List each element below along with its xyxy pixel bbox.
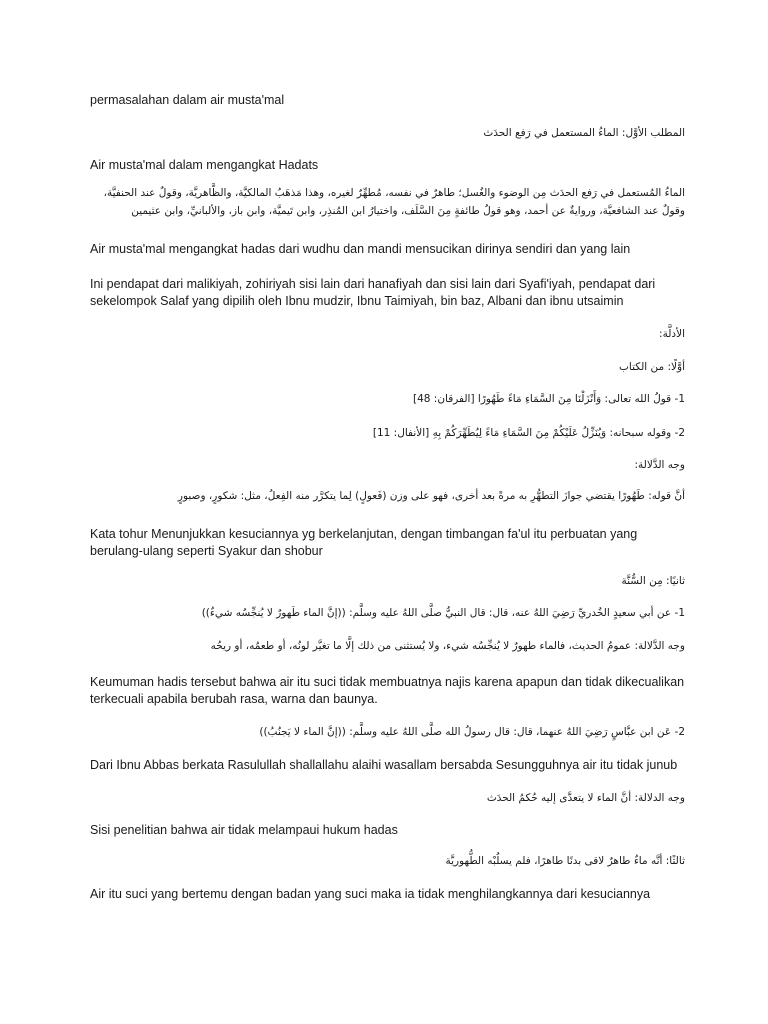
translation-paragraph: Ini pendapat dari malikiyah, zohiriyah sisi lain dari hanafiyah dan sisi lain dari Syafi'iyah, pendapat dari sekelompok Salaf yang dipilih oleh Ibnu mudzir, Ibnu Taimiyah, bin baz, Albani dan ibnu utsaimin — [90, 277, 656, 308]
document-title: permasalahan dalam air musta'mal — [90, 93, 285, 107]
translation-paragraph: Keumuman hadis tersebut bahwa air itu suci tidak membuatnya najis karena apapun dan tidak dikecualikan terkecuali apabila berubah rasa, warna dan baunya. — [90, 675, 685, 706]
translation-paragraph: Air musta'mal mengangkat hadas dari wudhu dan mandi mensucikan dirinya sendiri dan yang lain — [90, 242, 631, 256]
arabic-paragraph: ثالثًا: أنَّه ماءٌ طاهرٌ لاقى بدنًا طاهرًا، فلم يسلُبْه الطُّهوريَّة — [445, 855, 685, 867]
quran-verse-1: 1- قولُ الله تعالى: وَأَنْزَلْنَا مِنَ السَّمَاءِ مَاءً طَهُورًا [الفرقان: 48] — [412, 393, 685, 405]
subheading-arabic: أوَّلًا: من الكتاب — [619, 361, 685, 373]
section-heading-arabic: المطلب الأوَّل: الماءُ المستعمل في رَفع الحدَث — [483, 127, 685, 139]
subheading-arabic: ثانيًا: مِن السُّنَّة — [621, 575, 685, 587]
hadith-2: 2- عَن ابن عبَّاسٍ رَضِيَ اللهُ عنهما، قال: قال رسولُ الله صلَّى اللهُ عليه وسلَّم: ((إنَّ الماء لا يَجنُبُ)) — [259, 726, 685, 738]
translation-paragraph: Sisi penelitian bahwa air tidak melampaui hukum hadas — [90, 823, 398, 837]
translation-paragraph: Dari Ibnu Abbas berkata Rasulullah shallallahu alaihi wasallam bersabda Sesungguhnya air itu tidak junub — [90, 758, 678, 772]
arabic-paragraph: الماءُ المُستعمل في رَفع الحدَث مِن الوضوء والغُسل؛ طاهرٌ في نفسه، مُطهِّرٌ لغيره، وهذا مَذهَبُ المالكيَّة، والظَّاهريَّة، وقولٌ عند الحنفيَّة، وقولٌ عند الشافعيَّة، وروايةٌ عن أحمد، وهو قولُ طائفةٍ مِنَ السَّلَف، واختيارُ ابن المُنذِر، وابن تَيميَّة، وابن باز، والألبانيِّ، وابن عثيمين — [103, 187, 685, 217]
section-heading-translation: Air musta'mal dalam mengangkat Hadats — [90, 158, 319, 172]
quran-verse-2: 2- وقوله سبحانه: وَيُنَزِّلُ عَلَيْكُمْ مِنَ السَّمَاءِ مَاءً لِيُطَهِّرَكُمْ بِهِ [الأنفال: 11] — [372, 427, 685, 439]
translation-paragraph: Kata tohur Menunjukkan kesuciannya yg berkelanjutan, dengan timbangan fa'ul itu perbuatan yang berulang-ulang seperti Syakur dan shobur — [90, 527, 638, 558]
subheading-arabic: وجه الدَّلالة: — [634, 459, 685, 471]
arabic-paragraph: أنَّ قوله: طَهُورًا يقتضي جوازَ التطهُّرِ به مرةً بعد أخرى، فهو على وزن (فَعولٍ) لِما يتكرَّر منه الفِعلُ، مثل: شكورٍ، وصبورٍ — [177, 490, 685, 502]
hadith-1: 1- عن أبي سعيدٍ الخُدريِّ رَضِيَ اللهُ عنه، قال: قال النبيُّ صلَّى اللهُ عليه وسلَّم: ((إنَّ الماء طَهورٌ لا يُنجِّسُه شيءٌ)) — [201, 607, 685, 619]
arabic-paragraph: وجه الدلالة: أنَّ الماء لا يتعدَّى إليه حُكمُ الحدَث — [486, 792, 685, 804]
translation-paragraph: Air itu suci yang bertemu dengan badan yang suci maka ia tidak menghilangkannya dari kesuciannya — [90, 887, 651, 901]
arabic-paragraph: وجه الدَّلالة: عمومُ الحديث، فالماء طهورٌ لا يُنجِّسُه شيء، ولا يُستثنى من ذلك إلَّا ما تغيَّر لونُه، أو طعمُه، أو ريحُه — [210, 640, 685, 652]
evidence-heading-arabic: الأدلَّة: — [659, 328, 685, 340]
